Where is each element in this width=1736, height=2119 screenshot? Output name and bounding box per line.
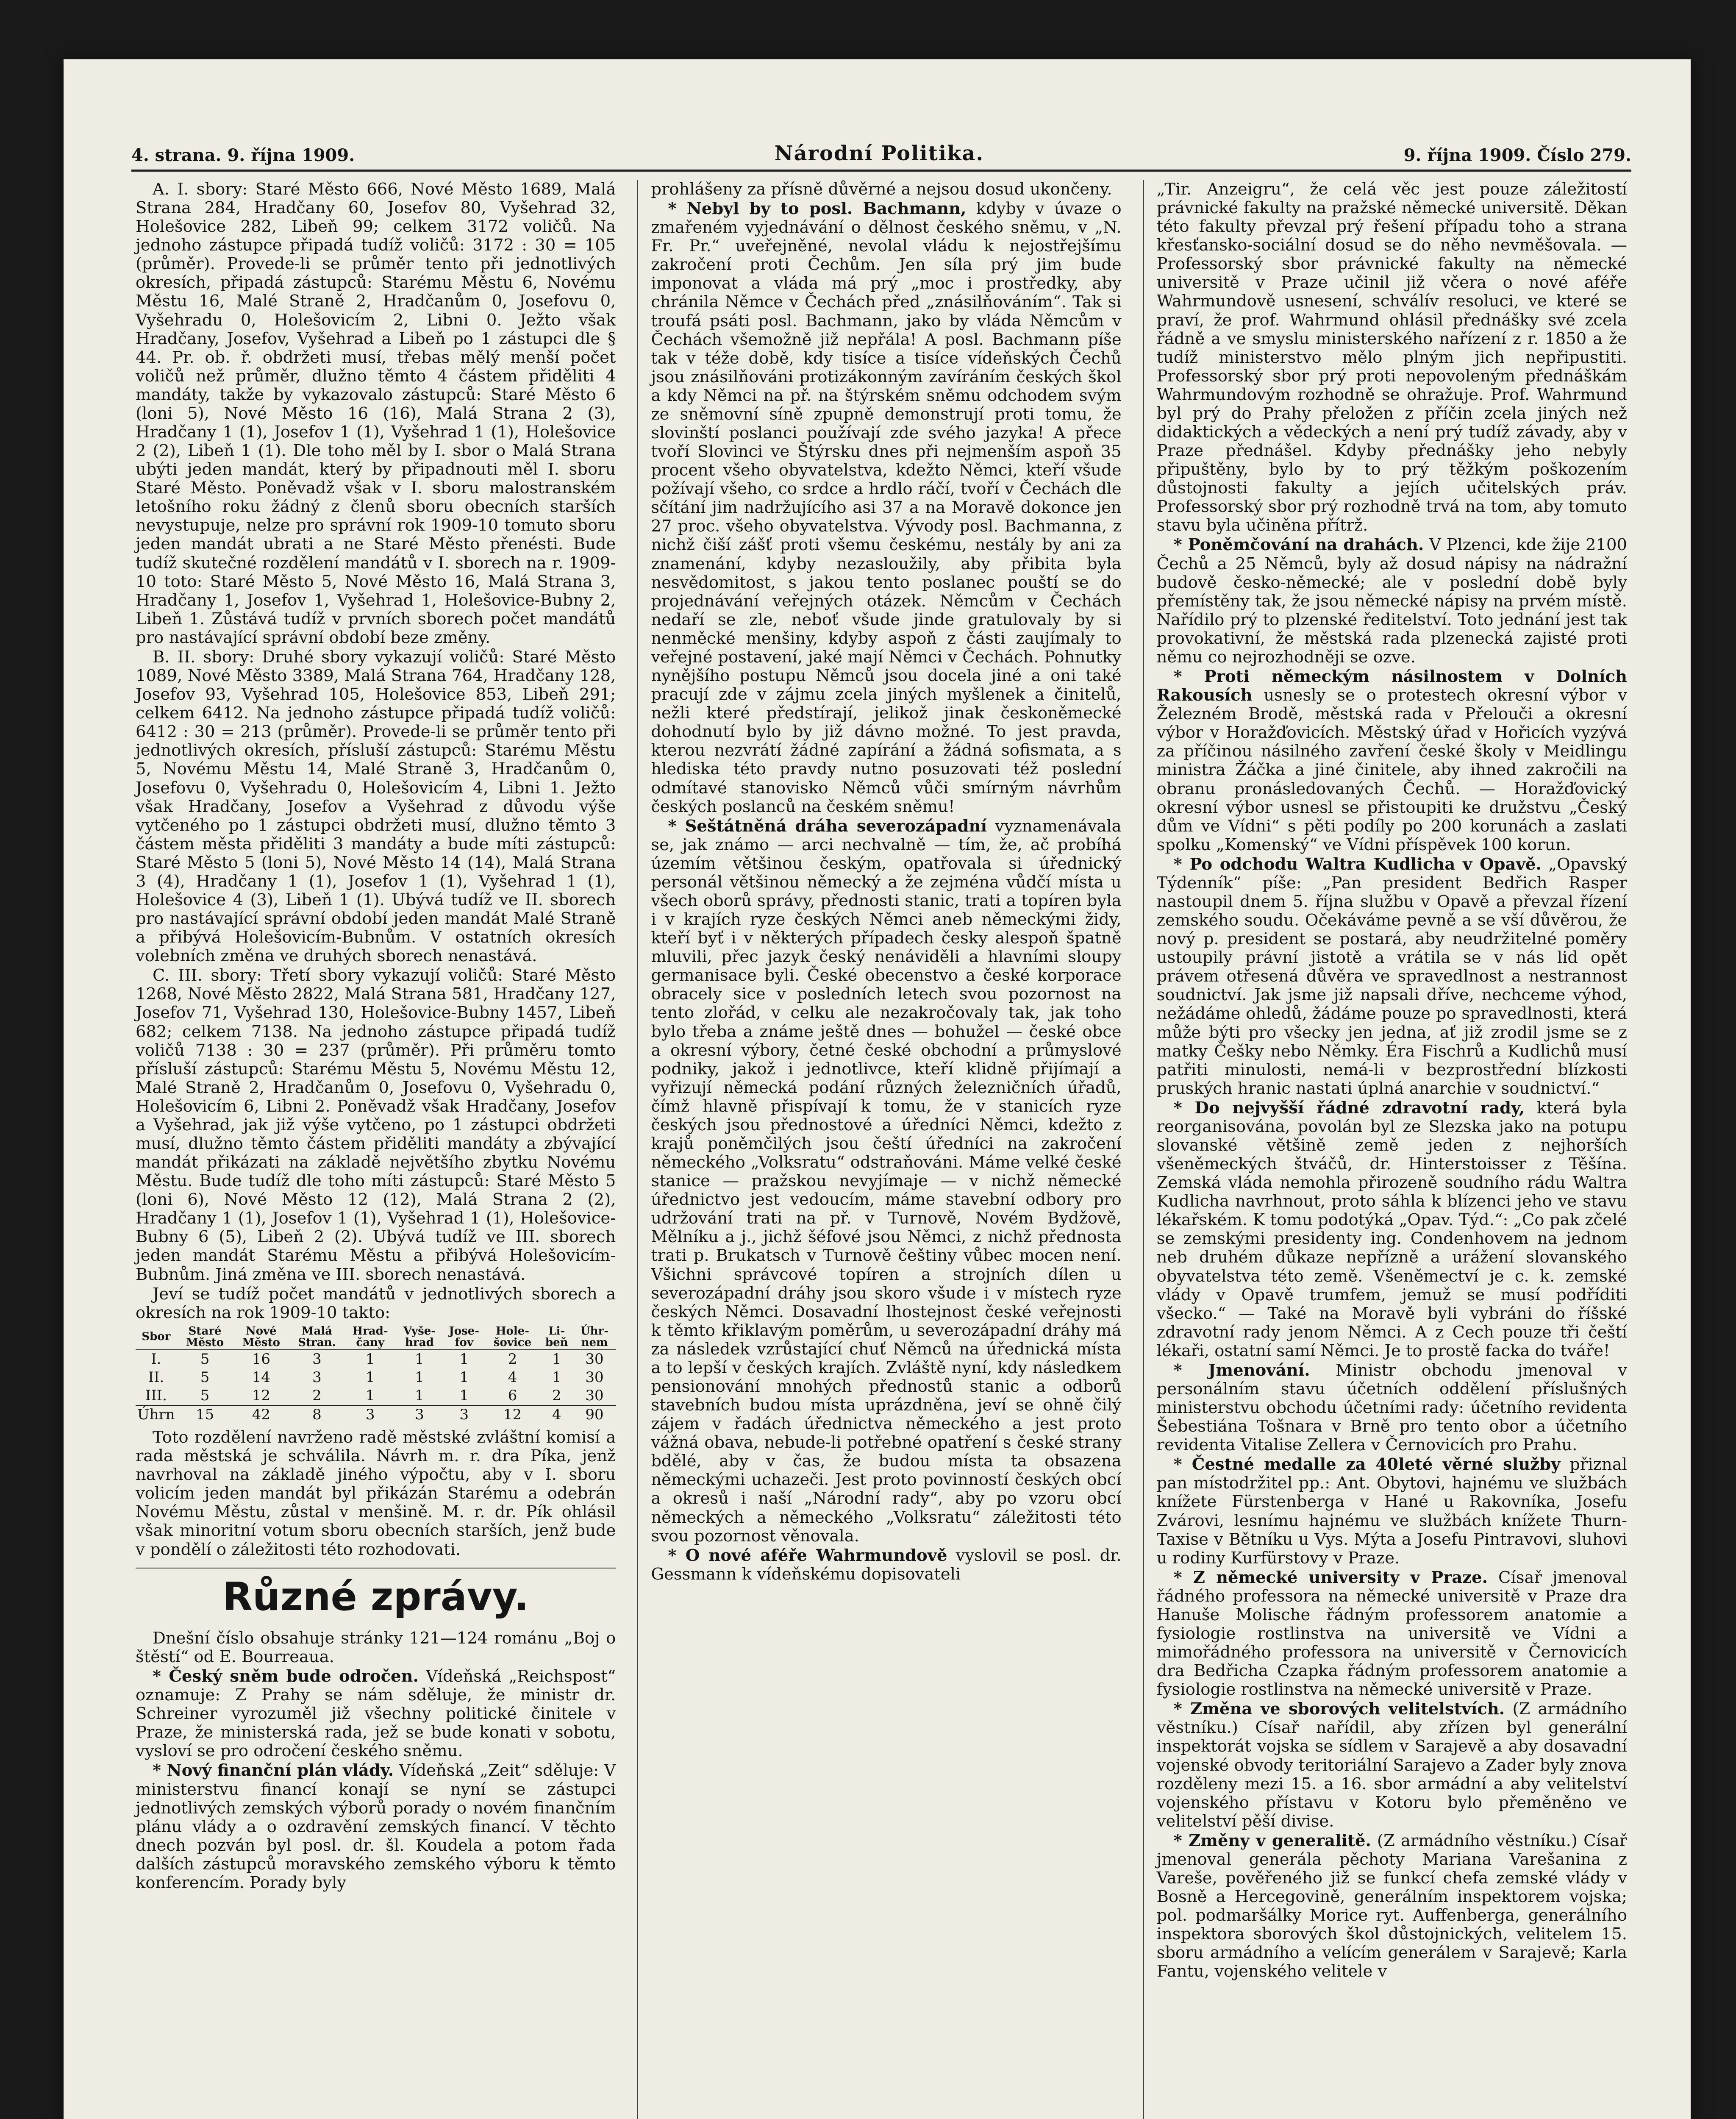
table-cell: 1 — [459, 1351, 469, 1368]
table-cell: 16 — [252, 1351, 270, 1368]
table-cell: 1 — [415, 1369, 424, 1386]
news-item-body: Císař jmenoval řádného professora na německé universitě v Praze dra Hanuše Molische řádným professorem anatomie a fysiologie rostlinstva na universitě ve Vídni a mimořádného professora na universitě v Černovicích dra Bedřicha Czapka řádným professorem anatomie a fysiologie rostlinstva na německé universitě v Praze. — [1156, 1568, 1627, 1699]
news-item-body: Ministr obchodu jmenoval v personálním stavu účetních oddělení příslušných ministerstvu obchodu účetními rady: účetního revidenta Šebestiána Tošnara v Brně pro tento obor a účetního revidenta Vitalise Zellera v Černovicích pro Prahu. — [1156, 1360, 1627, 1455]
table-cell: 2 — [552, 1387, 561, 1404]
news-item-body: Vídeňská „Reichspost“ oznamuje: Z Prahy se nám sděluje, že ministr dr. Schreiner vyrozuměl již všechny politické činitele v Praze, že ministerská rada, jež se bude konati v sobotu, vysloví se pro odročení českého sněmu. — [136, 1667, 616, 1761]
news-item-body: V Plzenci, kde žije 2100 Čechů a 25 Němců, byly až dosud nápisy na nádražní budově česko-německé; ale v poslední době byly přemístěny tak, že jsou německé nápisy na prvém místě. Nařídilo prý to plzenské ředitelství. Toto jednání jest tak provokativní, že městská rada plzenecká zajisté proti němu co nejrozhodněji se ozve. — [1156, 535, 1627, 667]
table-cell: 5 — [200, 1369, 210, 1386]
news-item — [1157, 1099, 1627, 1360]
table-cell: 2 — [312, 1387, 322, 1404]
section-heading: Různé zprávy. — [136, 1568, 616, 1619]
table-cell: 30 — [585, 1369, 604, 1386]
table-cell: Úhrn — [136, 1405, 177, 1424]
article-paragraph: C. III. sbory: Třetí sbory vykazují voličů: Staré Město 1268, Nové Město 2822, Malá Strana 581, Hradčany 127, Josefov 71, Vyšehrad 130, Holešovice-Bubny 1457, Libeň 682; celkem 7138. Na jednoho zástupce připadá tudíž voličů 7138 : 30 = 237 (průměr). Při průměru tomto přísluší zástupců: Starému Městu 5, Novému Městu 12, Malé Straně 2, Hradčanům 0, Josefovu 0, Vyšehradu 0, Holešovicím 6, Libni 2. Poněvadž však Hradčany, Josefov a Vyšehrad, jak již výše vytčeno, po 1 zástupci obdržeti musí, dlužno těmto částem přiděliti mandáty a zbývající mandát přikázati na základě největšího zbytku Novému Městu. Bude tudíž dle toho míti zástupců: Staré Město 5 (loni 6), Nové Město 12 (12), Malá Strana 2 (2), Hradčany 1 (1), Josefov 1 (1), Vyšehrad 1 (1), Holešovice-Bubny 6 (5), Libeň 2 (2). Ubývá tudíž ve III. sborech jeden mandát Starému Městu a přibývá Holešovicím-Bubnům. Jiná změna ve III. sborech nenastává. — [136, 966, 616, 1284]
article-paragraph: Toto rozdělení navrženo radě městské zvláštní komisí a rada městská je schválila. Návrh m. r. dra Píka, jenž navrhoval na základě jiného výpočtu, aby v I. sboru volicím jeden mandát byl přikázán Starému a odebrán Novému Městu, zůstal v menšině. M. r. dr. Pík ohlásil však minoritní votum sboru obecních starších, jenž bude v pondělí o záležitosti této rozhodovati. — [136, 1428, 616, 1559]
table-cell: 3 — [345, 1405, 396, 1424]
table-cell: 5 — [200, 1387, 210, 1404]
table-cell: 42 — [233, 1405, 289, 1424]
article-columns — [131, 180, 1631, 2119]
header-left: 4. strana. 9. října 1909. — [131, 145, 355, 165]
table-cell: 1 — [552, 1369, 561, 1386]
mandate-table — [136, 1325, 616, 1424]
news-item — [651, 817, 1121, 1546]
table-header: Hole-šovice — [485, 1325, 540, 1350]
news-item-body: přiznal pan místodržitel pp.: Ant. Obytovi, hajnému ve službách knížete Fürstenberga v Hané u Rakovníka, Josefu Zvárovi, lesnímu hajnému ve službách knížete Thurn-Taxise v Bětníku u Vys. Mýta a Josefu Pintravovi, sluhovi u rodiny Kurfürstovy v Praze. — [1156, 1455, 1627, 1568]
article-paragraph: Jeví se tudíž počet mandátů v jednotlivých sborech a okresích na rok 1909-10 takto: — [136, 1284, 616, 1322]
table-cell: I. — [151, 1351, 161, 1368]
table-header: Hrad-čany — [345, 1325, 396, 1350]
table-cell: 30 — [585, 1387, 604, 1404]
table-cell: 3 — [443, 1405, 485, 1424]
news-item — [136, 1761, 616, 1892]
news-item-lead: * Proti německým násilnostem v Dolních Rakousích — [1156, 667, 1627, 705]
news-item-lead: * Nebyl by to posl. Bachmann, — [668, 199, 967, 219]
column-1 — [131, 180, 620, 2119]
news-item-lead: * Změna ve sborových velitelstvích. — [1173, 1699, 1505, 1719]
news-item — [651, 1546, 1121, 1584]
news-item — [1157, 1832, 1627, 1981]
news-item-body: kdyby v úvaze o zmařeném vyjednávání o dělnost českého sněmu, v „N. Fr. Pr.“ uveřejněné, nevolal vládu k nejostřejšímu zakročení proti Čechům. Jen síla prý jim bude imponovat a vláda má prý „moc i prostředky, aby chránila Němce v Čechách před „znásilňováním“. Tak si troufá psáti posl. Bachmann, jako by vláda Němcům v Čechách všemožně již nepřála! A posl. Bachmann píše tak v téže době, kdy tisíce a tisíce vídeňských Čechů jsou znásilňováni protizákonným zavíráním českých škol a kdy Němci na př. na štýrském sněmu odchodem svým ze sněmovní síně zpupně demonstrují proti tomu, že slovinští poslanci používají zde svého jazyka! A přece tvoří Slovinci ve Štýrsku dnes při nejmenším aspoň 35 procent všeho obyvatelstva, kdežto Němci, kteří všude požívají všeho, co srdce a hrdlo ráčí, tvoří v Čechách dle sčítání jim nadržujícího asi 37 a na Moravě dokonce jen 27 proc. všeho obyvatelstva. Vývody posl. Bachmanna, z nichž čiší zášť proti všemu českému, nestály by ani za znamenání, kdyby nezasloužily, aby přibita byla nesvědomitost, s jakou tento poslanec pouští se do projednávání veřejných otázek. Němcům v Čechách nedaří se zle, neboť všude jinde gratulovaly by si nenměcké menšiny, kdyby aspoň z části zaujímaly to veřejné postavení, jaké mají Němci v Čechách. Pohnutky nynějšího postupu Němců jsou docela jiné a oni také pracují zde v zájmu zcela jiných myšlenek a činitelů, nežli které předstírají, jelikož jinak českoněmecké dohodnutí bylo by již dávno možné. To jest pravda, kterou nezvrátí žádné zapírání a žádná sofismata, a s hlediska této pravdy nutno posuzovati též poslední odmítavé stanovisko Němců vůči smírným návrhům českých poslanců na českém sněmu! — [651, 199, 1122, 816]
news-item — [1157, 667, 1627, 854]
newspaper-page — [64, 59, 1691, 2119]
news-item-lead: * Změny v generalitě. — [1173, 1831, 1371, 1850]
table-header: Malá Stran. — [289, 1325, 344, 1350]
article-paragraph: prohlášeny za přísně důvěrné a nejsou dosud ukončeny. — [651, 180, 1112, 199]
news-item — [1157, 536, 1627, 667]
news-item — [1157, 1568, 1627, 1699]
table-cell: 90 — [573, 1405, 616, 1424]
news-item-body: vyslovil se posl. dr. Gessmann k vídeňskému dopisovateli — [651, 1546, 1122, 1584]
table-cell: 8 — [289, 1405, 344, 1424]
news-item — [1157, 855, 1627, 1098]
table-row — [136, 1368, 616, 1387]
article-paragraph: Dnešní číslo obsahuje stránky 121—124 románu „Boj o štěstí“ od E. Bourreaua. — [136, 1628, 616, 1666]
news-item — [136, 1667, 616, 1760]
table-cell: 1 — [415, 1351, 424, 1368]
news-item-body: „Opavský Týdenník“ píše: „Pan president Bedřich Rasper nastoupil dnem 5. října službu v Opavě a převzal řízení zemského soudu. Očekáváme pevně a se vší důvěrou, že nový p. president se postará, aby neudržitelné poměry ustoupily právní jistotě a vrátila se v nás lid opět právem otřesená důvěra ve spravedlnost a nestrannost soudnictví. Jak jsme již napsali dříve, nechceme výhod, nežádáme ohledů, žádáme pouze po spravedlnosti, která může býti pro všecky jen jedna, ať již zrodil jsme se z matky Češky nebo Němky. Éra Fischrů a Kudlichů musí patřiti minulosti, nemá-li v bezprostřední blízkosti pruských hranic nastati úplná anarchie v soudnictví.“ — [1156, 854, 1627, 1098]
article-paragraph: „Tir. Anzeigru“, že celá věc jest pouze záležitostí právnické fakulty na pražské německé universitě. Děkan této fakulty převzal prý řešení případu toho a strana křesťansko-sociální dosud se do něho nevměšovala. — Professorský sbor právnické fakulty na německé universitě v Praze učinil již včera o nové aféře Wahrmundově usnesení, schválív resoluci, ve které se praví, že prof. Wahrmund ohlásil přednášky své zcela řádně a ve smyslu ministerského nařízení z r. 1850 a že tudíž ministerstvo mělo plným jich nepřipustiti. Professorský sbor prý proti nepovoleným přednáškám Wahrmundovým rozhodně se ohražuje. Prof. Wahrmund byl prý do Prahy přeložen z příčin zcela jiných než didaktických a vědeckých a není prý tudíž závady, aby v Praze přednášel. Kdyby přednášky jeho nebyly připuštěny, bylo by to prý těžkým poškozením důstojnosti fakulty a jejích učitelských práv. Professorský sbor prý rozhodně trvá na tom, aby tomuto stavu byla učiněna přítrž. — [1156, 180, 1627, 535]
table-row — [136, 1387, 616, 1405]
article-paragraph: B. II. sbory: Druhé sbory vykazují voličů: Staré Město 1089, Nové Město 3389, Malá Strana 764, Hradčany 128, Josefov 93, Vyšehrad 105, Holešovice 853, Libeň 291; celkem 6412. Na jednoho zástupce připadá tudíž voličů: 6412 : 30 = 213 (průměr). Provede-li se průměr tento při jednotlivých okresích, přísluší zástupců: Starému Městu 5, Novému Městu 14, Malé Straně 3, Hradčanům 0, Josefovu 0, Vyšehradu 0, Holešovicím 4, Libni 1. Ježto však Hradčany, Josefov a Vyšehrad z důvodu výše vytčeného po 1 zástupci obdržeti musí, dlužno těmto 3 částem města přiděliti 3 mandáty a bude míti zástupců: Staré Město 5 (loni 5), Nové Město 14 (14), Malá Strana 3 (4), Hradčany 1 (1), Josefov 1 (1), Vyšehrad 1 (1), Holešovice 4 (3), Libeň 1 (1). Ubývá tudíž ve II. sborech pro nastávající správní období jeden mandát Malé Straně a přibývá Holešovicím-Bubnům. V ostatních okresích volebních změna ve druhých sborech nenastává. — [136, 647, 616, 966]
news-item-lead: * Český sněm bude odročen. — [153, 1667, 419, 1686]
news-item-lead: * Čestné medalle za 40leté věrné služby — [1173, 1455, 1561, 1474]
table-cell: 12 — [485, 1405, 540, 1424]
news-item-lead: * Poněmčování na drahách. — [1173, 535, 1424, 555]
news-item — [651, 200, 1121, 816]
news-item-body: která byla reorganisována, povolán byl ze Slezska jako na potupu slovanské většině země jeden z nejhorších všeněmeckých štváčů, dr. Hinterstoisser z Těšína. Zemská vláda nemohla přirozeně soudního rádu Waltra Kudlicha navrhnout, proto sáhla k blízenci jeho ve stavu lékařském. K tomu podotýká „Opav. Týd.“: „Co pak zčelé se zemskými presidenty ing. Condenhovem na jednom neb druhém důkaze nepřízně a urážení slovanského obyvatelstva této země. Všeněmectví je c. k. zemské vlády v Opavě trumfem, jemuž se musí podříditi všecko.“ — Také na Moravě byli vybráni do říšské zdravotní rady jenom Němci. A z Cech pouze tři čeští lékaři, ostatní samí Němci. Je to prostě facka do tváře! — [1156, 1098, 1627, 1360]
page-header — [131, 131, 1631, 172]
table-cell: 4 — [540, 1405, 573, 1424]
table-cell: 15 — [177, 1405, 233, 1424]
table-row — [136, 1350, 616, 1368]
table-cell: 3 — [312, 1351, 322, 1368]
table-cell: 1 — [459, 1369, 469, 1386]
table-cell: 30 — [585, 1351, 604, 1368]
table-cell: 3 — [396, 1405, 444, 1424]
table-total-row — [136, 1405, 616, 1424]
column-2 — [637, 180, 1125, 2119]
news-item-lead: * O nové aféře Wahrmundově — [668, 1546, 947, 1565]
table-header: Staré Město — [177, 1325, 233, 1350]
table-cell: 4 — [508, 1369, 517, 1386]
news-item — [1157, 1361, 1627, 1454]
news-item-body: (Z armádního věstníku.) Císař jmenoval generála pěchoty Mariana Varešanina z Vareše, pověřeného již se funkcí chefa zemské vlády v Bosně a Hercegovině, generálním inspektorem vojska; pol. podmaršálky Morice ryt. Auffenberga, generálního inspektora sborových škol důstojnických, velitelem 15. sboru armádního a velícím generálem v Sarajevě; Karla Fantu, vojenského velitele v — [1156, 1831, 1627, 1981]
news-item-lead: * Po odchodu Waltra Kudlicha v Opavě. — [1173, 854, 1542, 874]
table-cell: 1 — [552, 1351, 561, 1368]
news-item-body: Vídeňská „Zeit“ sděluje: V ministerstvu financí konají se nyní se zástupci jednotlivých zemských výborů porady o novém finančním plánu vlády a o ozdravění zemských financí. V těchto dnech pozván byl posl. dr. šl. Koudela a potom řada dalších zástupců moravského zemského výboru k těmto konferencím. Porady byly — [136, 1761, 616, 1892]
table-cell: 1 — [365, 1387, 375, 1404]
table-cell: 1 — [365, 1351, 375, 1368]
table-cell: 1 — [459, 1387, 469, 1404]
news-item-lead: * Z německé university v Praze. — [1173, 1568, 1488, 1587]
table-cell: 14 — [252, 1369, 270, 1386]
column-3 — [1143, 180, 1631, 2119]
table-header: Jose-fov — [443, 1325, 485, 1350]
table-cell: 6 — [508, 1387, 517, 1404]
table-cell: 1 — [365, 1369, 375, 1386]
table-header: Li-beň — [540, 1325, 573, 1350]
news-item-lead: * Jmenování. — [1173, 1360, 1310, 1380]
news-item — [1157, 1455, 1627, 1567]
table-cell: 3 — [312, 1369, 322, 1386]
table-cell: 12 — [252, 1387, 270, 1404]
table-header: Vyše-hrad — [396, 1325, 444, 1350]
table-cell: 5 — [200, 1351, 210, 1368]
news-item-lead: * Nový finanční plán vlády. — [153, 1761, 394, 1780]
header-right: 9. října 1909. Číslo 279. — [1403, 145, 1631, 165]
news-item-lead: * Do nejvyšší řádné zdravotní rady, — [1173, 1098, 1525, 1118]
table-cell: 1 — [415, 1387, 424, 1404]
table-header: Sbor — [136, 1325, 177, 1350]
newspaper-title: Národní Politika. — [774, 142, 984, 165]
table-header: Úhr-nem — [573, 1325, 616, 1350]
news-item-body: usnesly se o protestech okresní výbor v Železném Brodě, městská rada v Přelouči a okresní výbor v Horažďovicích. Městský úřad v Hořicích vyzývá za příčinou násilného zavření české školy v Meidlingu ministra Žáčka a jiné činitele, aby ihned zakročili na obranu pronásledovaných Čechů. — Horažďovický okresní výbor usnesl se přistoupiti ke družstvu „Český dům ve Vídni“ s pěti podíly po 200 korunách a zaslati spolku „Komenský“ ve Vídni příspěvek 100 korun. — [1156, 686, 1627, 854]
news-item-lead: * Seštátněná dráha severozápadní — [668, 816, 987, 836]
article-paragraph: A. I. sbory: Staré Město 666, Nové Město 1689, Malá Strana 284, Hradčany 60, Josefov 80, Vyšehrad 32, Holešovice 282, Libeň 99; celkem 3172 voličů. Na jednoho zástupce připadá tudíž voličů: 3172 : 30 = 105 (průměr). Provede-li se průměr tento při jednotlivých okresích, připadá zástupců: Starému Městu 6, Novému Městu 16, Malé Straně 2, Hradčanům 0, Josefovu 0, Vyšehradu 0, Holešovicím 2, Libni 0. Ježto však Hradčany, Josefov, Vyšehrad a Libeň po 1 zástupci dle § 44. Pr. ob. ř. obdržeti musí, třebas mělý menší počet voličů než průměr, dlužno těmto 4 částem přiděliti 4 mandáty, takže by vykazovalo zástupců: Staré Město 6 (loni 5), Nové Město 16 (16), Malá Strana 2 (3), Hradčany 1 (1), Josefov 1 (1), Vyšehrad 1 (1), Holešovice 2 (2), Libeň 1 (1). Dle toho měl by I. sbor o Malá Strana ubýti jeden mandát, který by připadnouti měl I. sboru Staré Město. Poněvadž však v I. sboru malostranském letošního roku žádný z členů sboru obecních starších nevystupuje, nelze pro správní rok 1909-10 tomuto sboru jeden mandát ubrati a ne Staré Město přenésti. Bude tudíž skutečné rozdělení mandátů v I. sborech na r. 1909-10 toto: Staré Město 5, Nové Město 16, Malá Strana 3, Hradčany 1, Josefov 1, Vyšehrad 1, Holešovice-Bubny 2, Libeň 1. Zůstává tudíž v prvních sborech počet mandátů pro nastávající správní období beze změny. — [136, 180, 616, 647]
news-item-body: vyznamenávala se, jak známo — arci nechvalně — tím, že, ač probíhá územím většinou českým, opatřovala si úřednický personál většinou německý a že zejména vůdčí místa u všech oborů správy, přednosti stanic, trati a topíren byla i v krajích ryze českých Němci aneb německými židy, kteří byť i v některých případech česky alespoň špatně mluvili, přec jazyk český nenáviděli a hlavními sloupy germanisace byli. České obecenstvo a české korporace obracely sice v posledních letech svou pozornost na tento zlořád, v celku ale nezakročovaly tak, jak toho bylo třeba a známe ještě dnes — bohužel — české obce a okresní výbory, četné české obchodní a průmyslové podniky, jakož i jednotlivce, kteří klidně přijímají a vyřizují německá podání různých železničních úřadů, čímž hlavně přispívají k tomu, že v stanicích ryze českých jsou přednostové a úředníci Němci, kdežto z krajů poněmčilých jsou čeští úředníci na zakročení německého „Volksratu“ odstraňováni. Máme velké české stanice — pražskou nevyjímaje — v nichž německé úřednictvo jest vedoucím, máme stavební odbory pro udržování trati na př. v Turnově, Novém Bydžově, Mělníku a j., jichž šéfové jsou Němci, z nichž přednosta trati p. Brukatsch v Turnově češtiny vůbec mocen není. Všichni správcové topíren a strojních dílen u severozápadní dráhy jsou skoro všude i v místech ryze českých Němci. Dosavadní lhostejnost české veřejnosti k těmto křiklavým poměrům, u severozápadní dráhy má za následek vzrůstající chuť Němců na úřednická místa a to lepší v českých krajích. Zvláště nyní, kdy následkem pensionování mnohých přednostů stanic a odborů stavebních budou místa uprázdněna, jeví se ohně čilý zájem v řadách úřednictva německého a jest proto vážná obava, nebude-li potřebné opatření s české strany bdělé, aby v čas, že budou místa ta obsazena německými uchazeči. Jest proto povinností českých obcí a okresů i naší „Národní rady“, aby po vzoru obcí německých a německého „Volksratu“ záležitosti této svou pozornost věnovala. — [651, 816, 1122, 1546]
table-header-row — [136, 1325, 616, 1350]
table-cell: III. — [145, 1387, 167, 1404]
table-cell: 2 — [508, 1351, 517, 1368]
news-item-body: (Z armádního věstníku.) Císař nařídil, aby zřízen byl generální inspektorát vojska se sídlem v Sarajevě a aby dosavadní vojenské obvody teritoriální Sarajevo a Zader byly znova rozděleny mezi 15. a 16. sbor armádní a aby velitelství vojenského přístavu v Kotoru bylo přeměněno ve velitelství pěší divise. — [1156, 1699, 1627, 1831]
table-cell: II. — [148, 1369, 164, 1386]
table-header: Nové Město — [233, 1325, 289, 1350]
news-item — [1157, 1700, 1627, 1831]
